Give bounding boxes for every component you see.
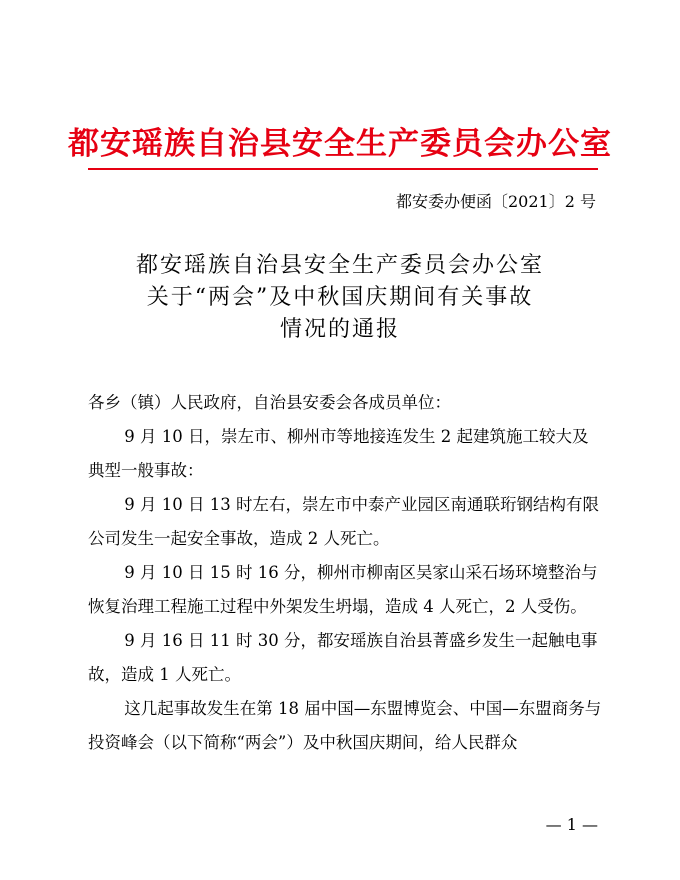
body-paragraph-2: 9 月 10 日 13 时左右，崇左市中泰产业园区南通联珩钢结构有限公司发生一起安全事故，造成 2 人死亡。 — [88, 495, 600, 548]
body-paragraph-4: 9 月 16 日 11 时 30 分，都安瑶族自治县菁盛乡发生一起触电事故，造成 1 人死亡。 — [88, 631, 598, 684]
issuing-organization-header: 都安瑶族自治县安全生产委员会办公室 — [68, 126, 612, 162]
body-paragraph-3: 9 月 10 日 15 时 16 分，柳州市柳南区吴家山采石场环境整治与恢复治理工程施工过程中外架发生坍塌，造成 4 人死亡，2 人受伤。 — [88, 563, 598, 616]
document-number: 都安委办便函〔2021〕2 号 — [396, 192, 596, 211]
notice-title-line-3: 情况的通报 — [279, 317, 400, 342]
header-red-rule — [88, 168, 598, 170]
notice-title-line-1: 都安瑶族自治县安全生产委员会办公室 — [135, 253, 544, 278]
body-paragraph-1: 9 月 10 日，崇左市、柳州市等地接连发生 2 起建筑施工较大及典型一般事故： — [88, 427, 589, 480]
notice-title — [0, 250, 680, 346]
notice-title-line-2: 关于“两会”及中秋国庆期间有关事故 — [146, 285, 534, 310]
page-number: — 1 — — [545, 815, 598, 834]
salutation: 各乡（镇）人民政府，自治县安委会各成员单位： — [88, 393, 451, 412]
notice-body — [88, 386, 602, 760]
body-paragraph-5: 这几起事故发生在第 18 届中国—东盟博览会、中国—东盟商务与投资峰会（以下简称“两会”）及中秋国庆期间，给人民群众 — [88, 699, 602, 752]
